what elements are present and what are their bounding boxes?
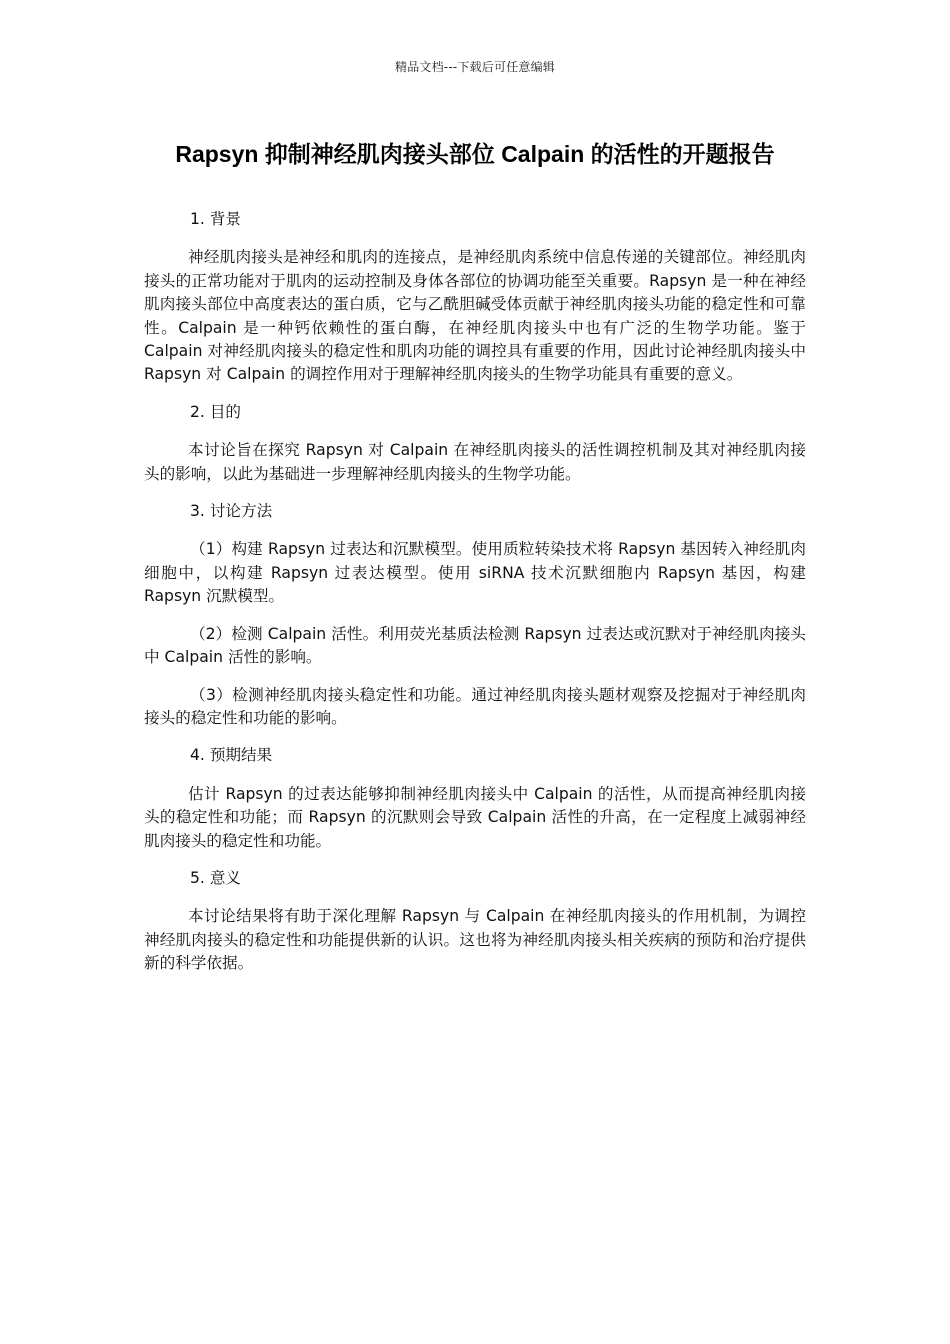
section-methods bbox=[144, 500, 806, 730]
paragraph: 本讨论旨在探究 Rapsyn 对 Calpain 在神经肌肉接头的活性调控机制及其对神经肌肉接头的影响，以此为基础进一步理解神经肌肉接头的生物学功能。 bbox=[144, 441, 806, 483]
method-item: （1）构建 Rapsyn 过表达和沉默模型。使用质粒转染技术将 Rapsyn 基因转入神经肌肉细胞中，以构建 Rapsyn 过表达模型。使用 siRNA 技术沉默细胞内 Rapsyn 基因，构建 Rapsyn 沉默模型。 bbox=[144, 540, 806, 606]
paragraph: 本讨论结果将有助于深化理解 Rapsyn 与 Calpain 在神经肌肉接头的作用机制，为调控神经肌肉接头的稳定性和功能提供新的认识。这也将为神经肌肉接头相关疾病的预防和治疗提供新的科学依据。 bbox=[144, 907, 806, 973]
header-note: 精品文档---下载后可任意编辑 bbox=[395, 60, 555, 74]
section-heading: 5. 意义 bbox=[190, 868, 242, 887]
section-heading: 4. 预期结果 bbox=[190, 746, 273, 765]
document-title: Rapsyn 抑制神经肌肉接头部位 Calpain 的活性的开题报告 bbox=[175, 141, 775, 167]
section-significance bbox=[144, 867, 806, 976]
section-heading: 3. 讨论方法 bbox=[190, 502, 273, 521]
method-item: （2）检测 Calpain 活性。利用荧光基质法检测 Rapsyn 过表达或沉默对于神经肌肉接头中 Calpain 活性的影响。 bbox=[144, 624, 806, 667]
section-expected-results bbox=[144, 744, 806, 853]
section-heading: 2. 目的 bbox=[190, 402, 242, 421]
section-purpose bbox=[144, 401, 806, 486]
section-background bbox=[144, 208, 806, 387]
paragraph: 估计 Rapsyn 的过表达能够抑制神经肌肉接头中 Calpain 的活性，从而提高神经肌肉接头的稳定性和功能；而 Rapsyn 的沉默则会导致 Calpain 活性的升高，在一定程度上减弱神经肌肉接头的稳定性和功能。 bbox=[144, 784, 806, 850]
paragraph: 神经肌肉接头是神经和肌肉的连接点，是神经肌肉系统中信息传递的关键部位。神经肌肉接头的正常功能对于肌肉的运动控制及身体各部位的协调功能至关重要。Rapsyn 是一种在神经肌肉接头部位中高度表达的蛋白质，它与乙酰胆碱受体贡献于神经肌肉接头功能的稳定性和可靠性。Calpain 是一种钙依赖性的蛋白酶，在神经肌肉接头中也有广泛的生物学功能。鉴于 Calpain 对神经肌肉接头的稳定性和肌肉功能的调控具有重要的作用，因此讨论神经肌肉接头中 Rapsyn 对 Calpain 的调控作用对于理解神经肌肉接头的生物学功能具有重要的意义。 bbox=[144, 248, 806, 384]
document-body bbox=[144, 208, 806, 990]
section-heading: 1. 背景 bbox=[190, 210, 242, 228]
method-item: （3）检测神经肌肉接头稳定性和功能。通过神经肌肉接头题材观察及挖掘对于神经肌肉接头的稳定性和功能的影响。 bbox=[144, 685, 806, 727]
